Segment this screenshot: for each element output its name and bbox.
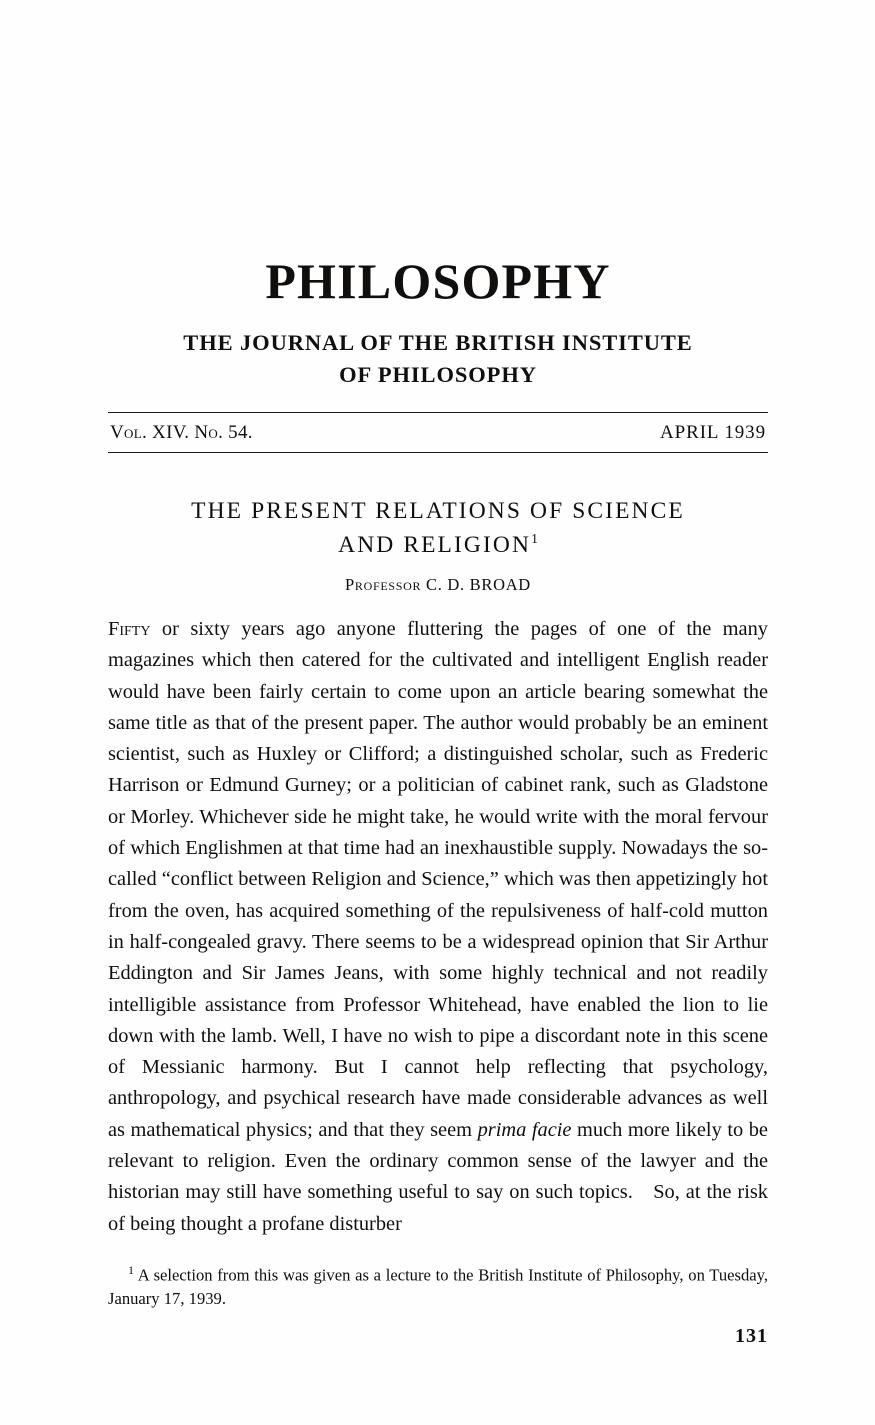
article-title bbox=[108, 494, 768, 563]
masthead bbox=[108, 253, 768, 391]
footnote-text: A selection from this was given as a lecture to the British Institute of Philosophy, on Tuesday, January 17, 1939. bbox=[108, 1265, 768, 1308]
footnote bbox=[108, 1262, 768, 1311]
issue-volume-number: Vol. XIV. No. 54. bbox=[110, 421, 253, 443]
byline-title: Professor bbox=[345, 574, 422, 594]
journal-subtitle-line-1: THE JOURNAL OF THE BRITISH INSTITUTE bbox=[183, 330, 693, 355]
journal-subtitle-line-2: OF PHILOSOPHY bbox=[339, 361, 537, 387]
paragraph-italic-phrase: prima facie bbox=[477, 1118, 572, 1141]
byline-author-name: C. D. BROAD bbox=[426, 574, 531, 594]
content-column bbox=[108, 0, 768, 1348]
page-number: 131 bbox=[735, 1324, 768, 1347]
paragraph-body-first: or sixty years ago anyone fluttering the pages of one of the many magazines which then catered for the cultivated and intelligent English reader would have been fairly certain to come upon an article bearing somewhat the same title as that of the present paper. The author would probably be an eminent scientist, such as Huxley or Clifford; a distinguished scholar, such as Frederic Harrison or Edmund Gurney; or a politician of cabinet rank, such as Gladstone or Morley. Whichever side he might take, he would write with the moral fervour of which Englishmen at that time had an inexhaustible supply. Nowadays the so-called “conflict between Religion and Science,” which was then appetizingly hot from the oven, has acquired something of the repulsiveness of half-cold mutton in half-congealed gravy. There seems to be a widespread opinion that Sir Arthur Eddington and Sir James Jeans, with some highly technical and not readily intelligible assistance from Professor Whitehead, have enabled the lion to lie down with the lamb. Well, I have no wish to pipe a discordant note in this scene of Messianic harmony. But I cannot help reflecting that psychology, anthropology, and psychical research have made considerable advances as well as mathematical physics; and that they seem bbox=[108, 617, 768, 1141]
journal-subtitle bbox=[108, 327, 768, 391]
footnote-marker: 1 bbox=[128, 1262, 134, 1277]
article-byline bbox=[108, 575, 768, 595]
article-title-line-2 bbox=[108, 528, 768, 563]
issue-date: APRIL 1939 bbox=[660, 421, 766, 443]
title-footnote-marker: 1 bbox=[531, 531, 538, 547]
article-title-line-1: THE PRESENT RELATIONS OF SCIENCE bbox=[191, 497, 685, 524]
paragraph-lead-word: Fifty bbox=[108, 617, 151, 640]
journal-title: PHILOSOPHY bbox=[265, 253, 611, 309]
issue-band bbox=[108, 412, 768, 453]
article-body-paragraph bbox=[108, 614, 768, 1240]
article-title-line-2-text: AND RELIGION bbox=[338, 532, 532, 559]
paragraph-body-tail: much more likely to be relevant to religion. Even the ordinary common sense of the lawyer and the historian may still have something useful to say on such topics. So, at the risk of being thought a profane disturber bbox=[108, 1118, 768, 1235]
